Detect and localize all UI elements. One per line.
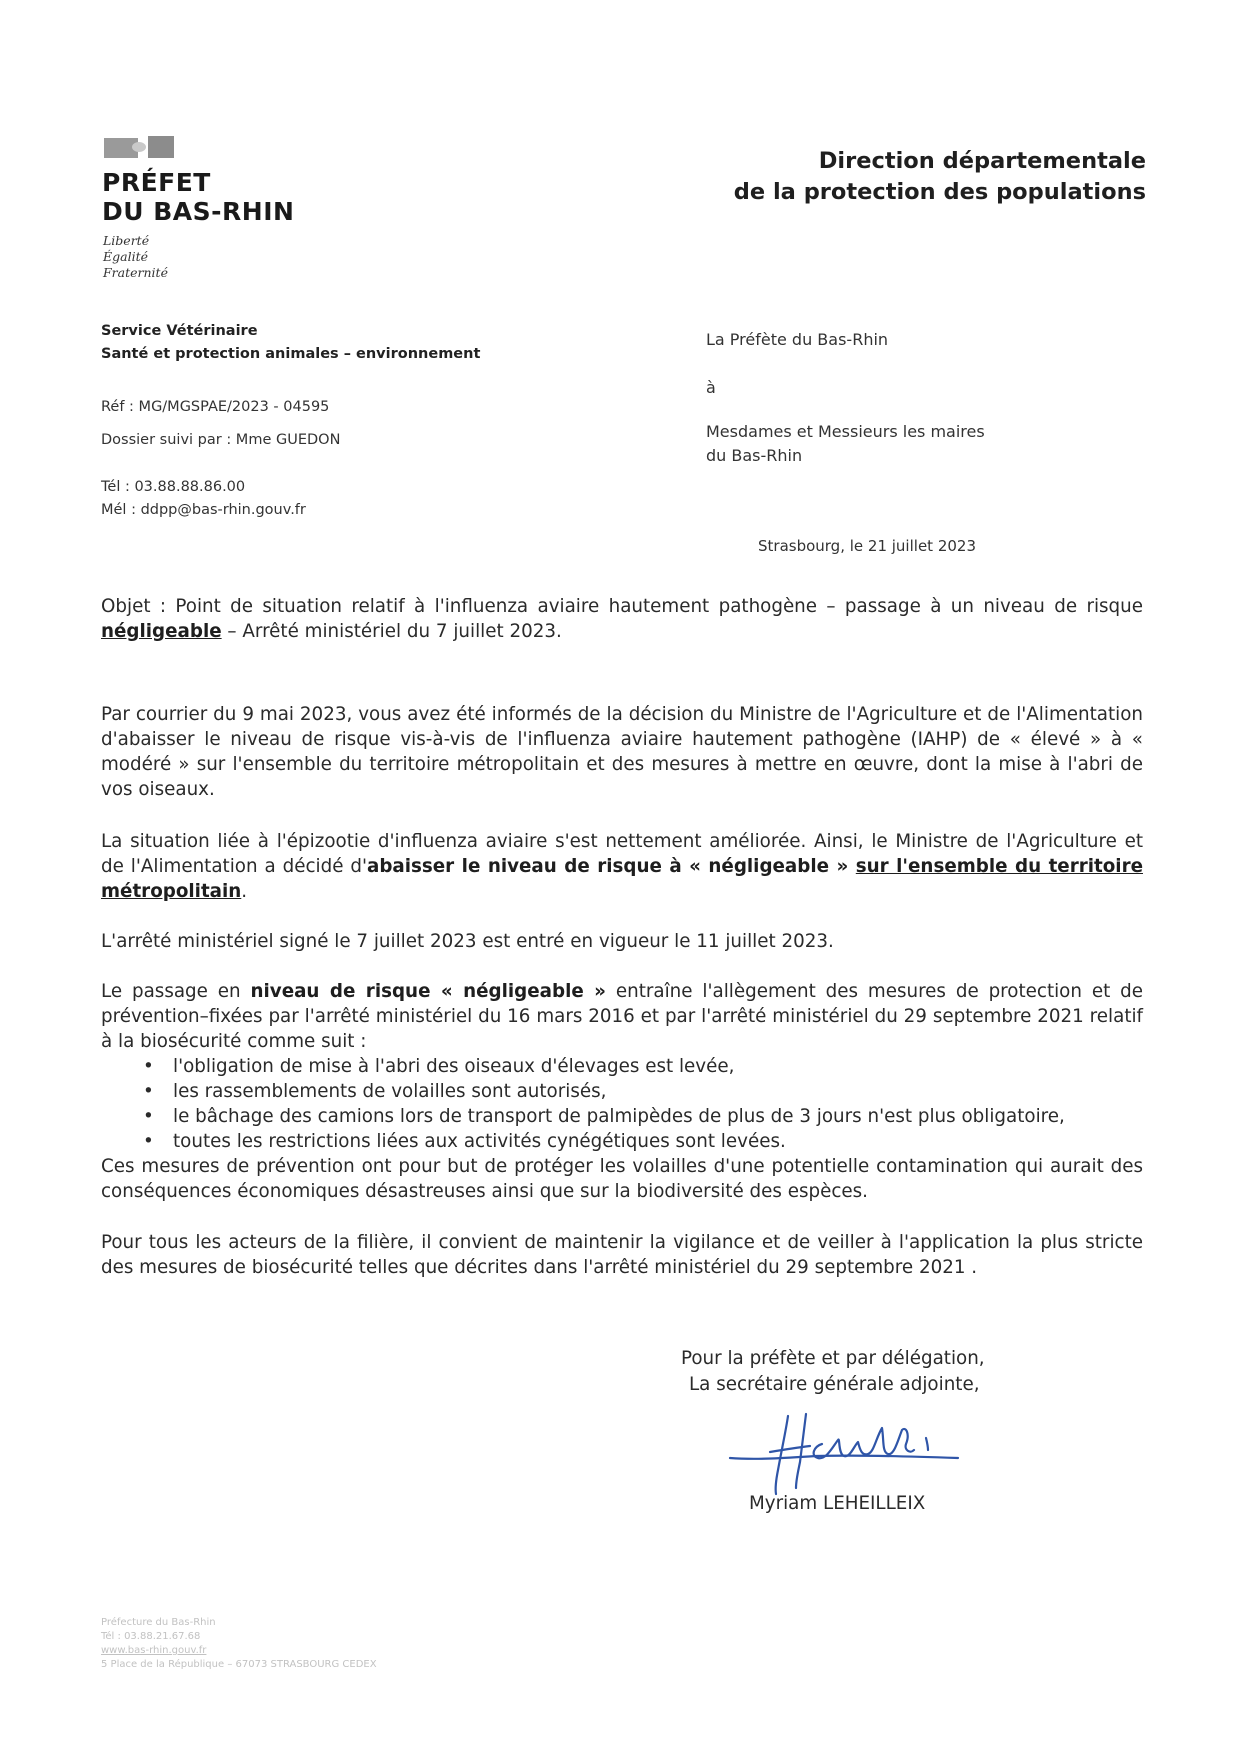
devise-fraternite: Fraternité: [103, 265, 168, 280]
p4-prefix: Le passage en: [101, 981, 251, 1002]
reference: Réf : MG/MGSPAE/2023 - 04595: [101, 399, 330, 415]
p2-suffix: .: [241, 881, 248, 902]
letter-date: Strasbourg, le 21 juillet 2023: [758, 537, 976, 555]
footer-website-link[interactable]: www.bas-rhin.gouv.fr: [101, 1645, 207, 1656]
paragraph-2: [101, 829, 1143, 904]
recipient-line-1: Mesdames et Messieurs les maires: [706, 422, 985, 441]
devise-liberte: Liberté: [103, 233, 150, 248]
list-item: • les rassemblements de volailles sont autorisés,: [141, 1079, 1065, 1104]
recipient-line-2: du Bas-Rhin: [706, 446, 803, 465]
p2-prefix: La situation liée à l'épizootie d'influenza aviaire s'est nettement améliorée. Ainsi, le Ministre de l'Agriculture et de l'Alimentation a décidé d': [101, 831, 1143, 877]
p2-bold-underlined: sur l'ensemble du territoire métropolitain: [101, 856, 1143, 902]
devise-egalite: Égalité: [103, 249, 148, 264]
objet: [101, 594, 1143, 644]
telephone: Tél : 03.88.88.86.00: [101, 479, 246, 495]
p2-bold: abaisser le niveau de risque à « négligeable »: [367, 856, 856, 877]
signature-intro: [681, 1346, 985, 1398]
paragraph-1: Par courrier du 9 mai 2023, vous avez été informés de la décision du Ministre de l'Agriculture et de l'Alimentation d'abaisser le niveau de risque vis-à-vis de l'influenza aviaire hautement pathogène (IAHP) de « élevé » à « modéré » sur l'ensemble du territoire métropolitain et des mesures à mettre en œuvre, dont la mise à l'abri de vos oiseaux.: [101, 704, 1143, 800]
paragraph-3: L'arrêté ministériel signé le 7 juillet 2023 est entré en vigueur le 11 juillet 2023.: [101, 931, 834, 952]
paragraph-5: Ces mesures de prévention ont pour but de protéger les volailles d'une potentielle contamination qui aurait des conséquences économiques désastreuses ainsi que sur la biodiversité des espèces.: [101, 1156, 1143, 1202]
direction-line-1: Direction départementale: [818, 148, 1146, 174]
list-item: • l'obligation de mise à l'abri des oiseaux d'élevages est levée,: [141, 1054, 1065, 1079]
objet-bold: négligeable: [101, 621, 222, 642]
addressee-a: à: [706, 378, 716, 397]
footer: [101, 1616, 377, 1672]
footer-line-2: Tél : 03.88.21.67.68: [101, 1631, 201, 1642]
list-item: • toutes les restrictions liées aux activités cynégétiques sont levées.: [141, 1129, 1065, 1154]
prefet-logo-text: [102, 168, 294, 226]
devise: [103, 233, 168, 281]
paragraph-6: Pour tous les acteurs de la filière, il convient de maintenir la vigilance et de veiller à l'application la plus stricte des mesures de biosécurité telles que décrites dans l'arrêté ministériel du 29 septembre 2021 .: [101, 1232, 1143, 1278]
marianne-logo-icon: [104, 136, 174, 158]
paragraph-4: [101, 979, 1143, 1054]
objet-suffix: – Arrêté ministériel du 7 juillet 2023.: [221, 621, 562, 642]
list-item: • le bâchage des camions lors de transport de palmipèdes de plus de 3 jours n'est plus obligatoire,: [141, 1104, 1065, 1129]
logo-line-1: PRÉFET: [102, 168, 211, 197]
direction-title: [734, 146, 1146, 208]
p4-suffix: entraîne l'allègement des mesures de protection et de prévention–fixées par l'arrêté ministériel du 16 mars 2016 et par l'arrêté ministériel du 29 septembre 2021 relatif à la biosécurité comme suit :: [101, 981, 1143, 1052]
signature-line-2: La secrétaire générale adjointe,: [689, 1374, 980, 1395]
signer-name: Myriam LEHEILLEIX: [749, 1493, 926, 1514]
dossier-suivi: Dossier suivi par : Mme GUEDON: [101, 432, 341, 448]
objet-prefix: Objet : Point de situation relatif à l'influenza aviaire hautement pathogène – passage à un niveau de risque: [101, 596, 1143, 617]
footer-address: 5 Place de la République – 67073 STRASBOURG CEDEX: [101, 1659, 377, 1670]
service-name: Service Vétérinaire: [101, 323, 258, 339]
sender: La Préfète du Bas-Rhin: [706, 330, 889, 349]
signature-line-1: Pour la préfète et par délégation,: [681, 1348, 985, 1369]
email: Mél : ddpp@bas-rhin.gouv.fr: [101, 502, 306, 518]
logo-line-2: DU BAS-RHIN: [102, 197, 295, 226]
service-block: [101, 320, 480, 366]
p4-bold: niveau de risque « négligeable »: [250, 981, 606, 1002]
direction-line-2: de la protection des populations: [733, 179, 1146, 205]
service-subtitle: Santé et protection animales – environnement: [101, 346, 481, 362]
recipient: [706, 420, 985, 468]
measures-list: [141, 1054, 1065, 1154]
footer-line-1: Préfecture du Bas-Rhin: [101, 1617, 216, 1628]
